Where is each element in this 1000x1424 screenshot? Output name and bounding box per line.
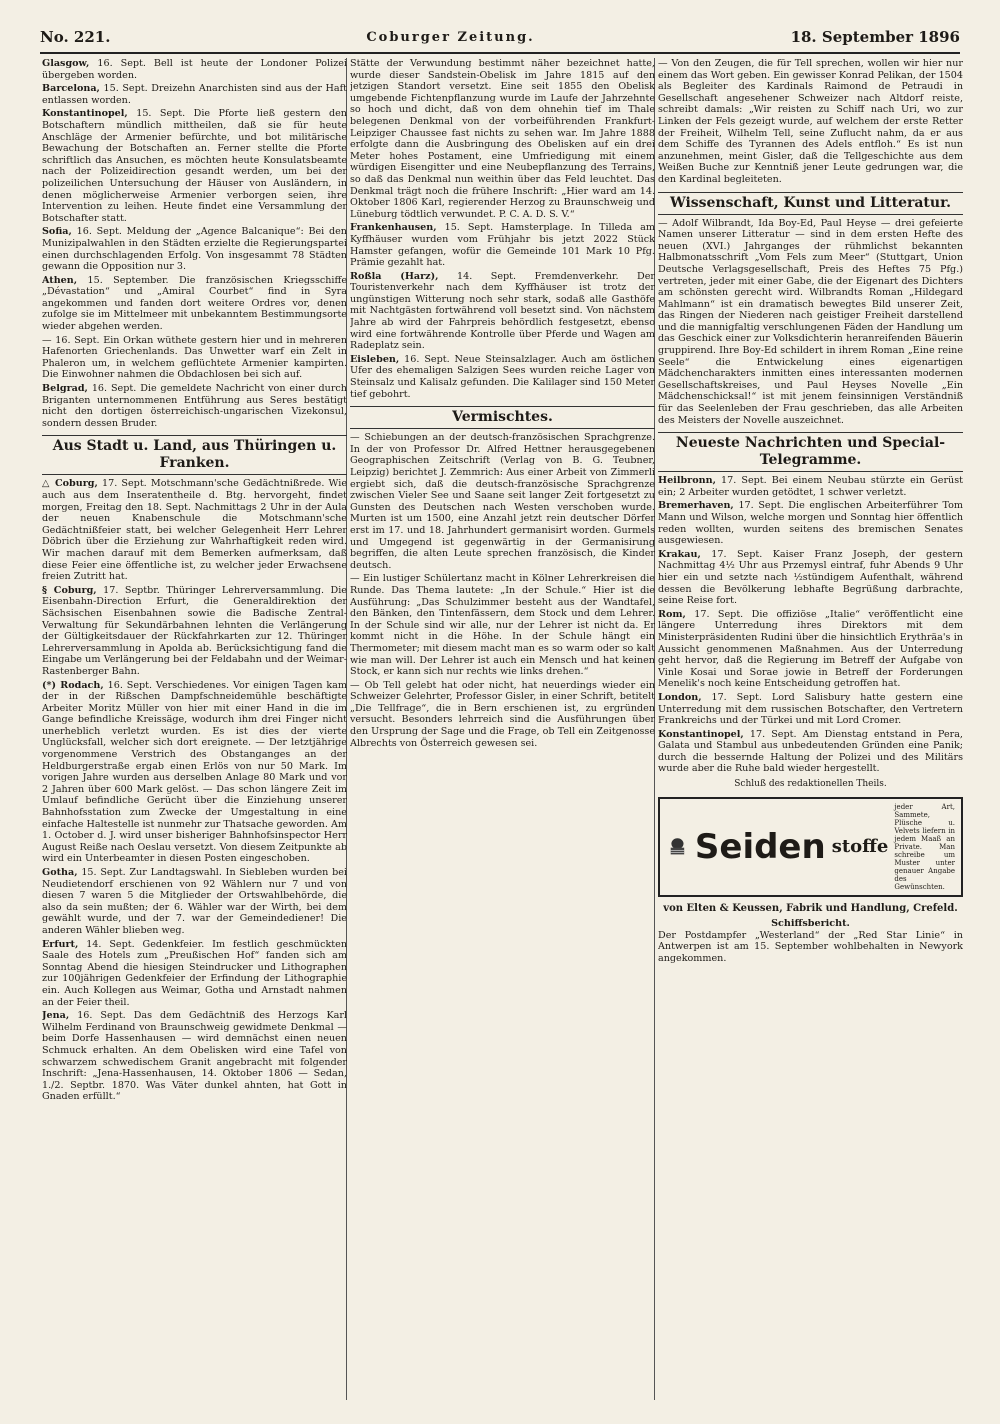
shipping-heading: Schiffsbericht. — [771, 918, 850, 930]
news-item — [658, 475, 963, 498]
news-place: Heilbronn, — [658, 475, 716, 487]
masthead — [40, 26, 960, 48]
section-heading-local: Aus Stadt u. Land, aus Thüringen u. Franken. — [42, 435, 347, 475]
news-place: Gotha, — [42, 867, 78, 878]
news-text: 15. Sept. Dreizehn Anarchisten sind aus der Haft entlassen worden. — [42, 83, 347, 106]
editorial-end-note: Schluß des redaktionellen Theils. — [734, 779, 887, 790]
column-1 — [42, 58, 347, 1400]
news-text: 15. Sept. Hamsterplage. In Tilleda am Kyffhäuser wurden vom Frühjahr bis jetzt 2022 Stück Hamster gefangen, wofür die Gemeinde 101 Mark 10 Pfg. Prämie gezahlt hat. — [350, 222, 655, 269]
news-item — [658, 58, 963, 186]
news-place: Belgrad, — [42, 383, 88, 395]
news-item — [42, 1010, 347, 1103]
news-item — [658, 218, 963, 427]
news-place: Erfurt, — [42, 938, 79, 950]
news-place: London, — [658, 691, 702, 703]
issue-number: No. 221. — [40, 28, 111, 46]
news-text: — Schiebungen an der deutsch-französischen Sprachgrenze. In der von Professor Dr. Alfred Hettner herausgegebenen Geographischen Zeitschrift (Verlag von B. G. Teubner, Leipzig) berichtet J. Zemmrich: Aus einer Arbeit von Zimmerli ergiebt sich, daß die deutsch-französische Sprachgrenze zwischen Vieler See und Saane seit langer Zeit fortgesetzt zu Gunsten des Deutschen nach Westen verschoben wurde. Murten ist um 1500, eine Anzahl jetzt rein deutscher Dörfer erst im 17. und 18. Jahrhundert germanisirt worden. Gurmels und Umgegend ist gegenwärtig in der Germanisirung begriffen, die alten Leute sprechen französisch, die Kinder deutsch. — [350, 432, 655, 571]
masthead-rule — [40, 52, 960, 54]
news-item — [658, 609, 963, 690]
news-place: Glasgow, — [42, 58, 90, 69]
news-place: Barcelona, — [42, 83, 100, 95]
column-2 — [350, 58, 655, 1400]
news-item — [42, 226, 347, 272]
news-place: Krakau, — [658, 548, 701, 560]
ad-small-print: jeder Art, Sammete, Plüsche u. Velvets liefern in jedem Maaß an Private. Man schreibe um Muster unter genauer Angabe des Gewünschten. — [894, 802, 955, 891]
news-place: Konstantinopel, — [658, 728, 744, 740]
newspaper-title: Coburger Zeitung. — [366, 29, 535, 45]
section-heading-telegrams: Neueste Nachrichten und Special-Telegramme. — [658, 432, 963, 472]
news-item — [42, 383, 347, 429]
beehive-icon — [666, 830, 689, 864]
news-text: — Von den Zeugen, die für Tell sprechen, wollen wir hier nur einem das Wort geben. Ein gewisser Konrad Pelikan, der 1504 als Begleiter des Kardinals Raimond de Petraudi in Gesellschaft angesehener Schweizer nach Altdorf reiste, schreibt damals: „Wir reisten zu Schiff nach Uri, wo zur Linken der Fels gezeigt wurde, auf welchem der erste Retter der Freiheit, Wilhelm Tell, seine Zuflucht nahm, da er aus dem Schiffe des Tyrannen des Adels entfloh.“ Es ist nun anzunehmen, meint Gisler, daß die Tellgeschichte aus dem Weißen Buche zur Kenntniß jener Leute gedrungen war, die den Kardinal begleiteten. — [658, 58, 963, 185]
news-list — [350, 432, 655, 749]
news-text: — Ein lustiger Schülertanz macht in Kölner Lehrerkreisen die Runde. Das Thema lautete: „In der Schule.“ Hier ist die Ausführung: „Das Schulzimmer besteht aus der Wandtafel, den Bänken, den Tintenfässern, dem Stock und dem Lehrer. In der Schule sind wir alle, nur der Lehrer ist nicht da. Er kommt nicht in die Höhe. In der Schule hängt ein Thermometer; mit diesem macht man es so warm oder so kalt wie man will. Der Lehrer ist auch ein Mensch und hat keinen Stock, er kann sich nur rechts wie links drehen.“ — [350, 573, 655, 678]
news-item — [658, 500, 963, 546]
news-text: 17. Sept. Bei einem Neubau stürzte ein Gerüst ein; 2 Arbeiter wurden getödtet, 1 schwer verletzt. — [658, 475, 963, 498]
shipping-report: Der Postdampfer „Westerland“ der „Red Star Linie“ in Antwerpen ist am 15. September wohlbehalten in Newyork angekommen. — [658, 929, 963, 965]
news-text: 16. Sept. Verschiedenes. Vor einigen Tagen kam der in der Rißschen Dampfschneidemühle beschäftigte Arbeiter Moritz Müller von hier mit einer Hand in die im Gange befindliche Kreissäge, wodurch ihm drei Finger nicht unerheblich verletzt wurden. Es ist dies der vierte Unglücksfall, welcher sich dort ereignete. — Der letztjährige vorgenommene Verstrich des Obstanganges an der Heldburgerstraße ergab einen Erlös von nur 50 Mark. Im vorigen Jahre wurden aus derselben Anlage 80 Mark und vor 2 Jahren über 600 Mark gelöst. — Das schon längere Zeit im Umlauf befindliche Gerücht über die Einziehung unserer Bahnhofsstation zum Zwecke der Umgestaltung in eine einfache Haltestelle ist nunmehr zur Thatsache geworden. Am 1. October d. J. wird unser bisheriger Bahnhofsinspector Herr August Reiße nach Oeslau versetzt. Von diesem Zeitpunkte ab wird ein Unterbeamter in diesen Posten eingeschoben. — [42, 679, 347, 865]
news-text: 17. Sept. Motschmann'sche Gedächtnißrede. Wie auch aus dem Inseratentheile d. Btg. hervorgeht, findet morgen, Freitag den 18. Sept. Nachmittags 2 Uhr in der Aula der neuen Knabenschule die Motschmann'sche Gedächtnißfeier statt, bei welcher Gelegenheit Herr Lehrer Döbrich über die Erziehung zur Wahrhaftigkeit reden wird. Wir machen darauf mit dem Bemerken aufmerksam, daß diese Feier eine öffentliche ist, zu welcher jeder Erwachsene freien Zutritt hat. — [42, 478, 347, 583]
ad-makers: von Elten & Keussen, Fabrik und Handlung, Crefeld. — [663, 902, 958, 914]
news-item — [42, 867, 347, 937]
news-item — [42, 83, 347, 106]
news-place: Frankenhausen, — [350, 222, 437, 234]
news-item — [350, 58, 655, 220]
news-text: 17. Sept. Lord Salisbury hatte gestern eine Unterredung mit dem russischen Botschafter, den Vertretern Frankreichs und der Türkei und mit Lord Cromer. — [658, 691, 963, 727]
news-place: Roßla (Harz), — [350, 270, 439, 282]
news-item — [42, 335, 347, 381]
news-text: 17. Septbr. Thüringer Lehrerversammlung. Die Eisenbahn-Direction Erfurt, die Generaldirektion der Sächsischen Eisenbahnen sowie die Badische Zentral-Verwaltung für Sekundärbahnen lehnten die Verlängerung der Gültigkeitsdauer der Rückfahrkarten zur 12. Thüringer Lehrerversammlung in Apolda ab. Berücksichtigung fand die Eingabe um Verlängerung bei der Feldabahn und der Weimar-Rastenberger Bahn. — [42, 584, 347, 677]
news-place: Athen, — [42, 274, 78, 286]
news-item — [42, 585, 347, 678]
news-list — [42, 478, 347, 1102]
ad-headline-suffix: stoffe — [831, 835, 889, 857]
news-item — [42, 939, 347, 1009]
news-item — [350, 354, 655, 400]
news-text: — 16. Sept. Ein Orkan wüthete gestern hier und in mehreren Hafenorten Griechenlands. Das Unwetter warf ein Zelt in Phaleron um, in welchem geflüchtete Armenier kampirten. Die Einwohner nahmen die Obdachlosen bei sich auf. — [42, 334, 347, 381]
news-item — [42, 275, 347, 333]
news-list — [658, 475, 963, 775]
news-item — [350, 271, 655, 352]
news-text: 16. Sept. Die gemeldete Nachricht von einer durch Briganten unternommenen Entführung aus Seres bestätigt nicht den dortigen österreichisch-ungarischen Vizekonsul, sondern dessen Bruder. — [42, 383, 347, 429]
news-place: △ Coburg, — [42, 478, 98, 490]
news-text: 16. Sept. Das dem Gedächtniß des Herzogs Karl Wilhelm Ferdinand von Braunschweig gewidmete Denkmal — beim Dorfe Hassenhausen — wird demnächst einen neuen Schmuck erhalten. An dem Obelisken wird eine Tafel von schwarzem schwedischem Granit angebracht mit folgender Inschrift: „Jena-Hassenhausen, 14. Oktober 1806 — Sedan, 1./2. Septbr. 1870. Was Väter dunkel ahnten, hat Gott in Gnaden erfüllt.“ — [42, 1010, 347, 1103]
news-item — [42, 478, 347, 582]
news-place: § Coburg, — [42, 584, 97, 596]
news-text: 14. Sept. Fremdenverkehr. Der Touristenverkehr nach dem Kyffhäuser ist trotz der ungünstigen Witterung noch sehr stark, sodaß alle Gasthöfe mit Nachtgästen fortwährend voll besetzt sind. Von nächstem Jahre ab wird der Fahrpreis behördlich festgesetzt, ebenso wird eine fortwährende Kontrolle über Pferde und Wagen am Radeplatz sein. — [350, 270, 655, 352]
news-place: Jena, — [42, 1010, 70, 1022]
news-text: 16. Sept. Neue Steinsalzlager. Auch am östlichen Ufer des ehemaligen Salzigen Sees wurden reiche Lager von Steinsalz und Kalisalz gefunden. Die Kalilager sind 150 Meter tief gebohrt. — [350, 353, 655, 400]
news-text: 15. September. Die französischen Kriegsschiffe „Dévastation“ und „Amiral Courbet“ find in Syra angekommen und fanden dort weitere Ordres vor, denen zufolge sie im Mittelmeer mit unbekanntem Bestimmungsorte wieder abgehen werden. — [42, 274, 347, 333]
news-item — [42, 108, 347, 224]
column-3 — [658, 58, 963, 1400]
news-item — [658, 729, 963, 775]
news-text: 17. Sept. Kaiser Franz Joseph, der gestern Nachmittag 4½ Uhr aus Przemysl eintraf, fuhr Abends 9 Uhr hier ein und setzte nach ½stündigem Aufenthalt, während dessen die Bevölkerung lebhafte Begrüßung darbrachte, seine Reise fort. — [658, 548, 963, 607]
news-text: 17. Sept. Am Dienstag entstand in Pera, Galata und Stambul aus unbedeutenden Gründen eine Panik; durch die bessernde Haltung der Polizei und des Militärs wurde aber die Ruhe bald wieder hergestellt. — [658, 728, 963, 775]
news-item — [350, 573, 655, 677]
news-text: — Adolf Wilbrandt, Ida Boy-Ed, Paul Heyse — drei gefeierte Namen unserer Litteratur — sind in dem ersten Hefte des neuen (XVI.) Jahrganges der rühmlichst bekannten Halbmonatsschrift „Vom Fels zum Meer“ (Stuttgart, Union Deutsche Verlagsgesellschaft, Preis des Heftes 75 Pfg.) vertreten, jeder mit einer Gabe, die der Eigenart des Dichters am schönsten gerecht wird. Wilbrandts Roman „Hildegard Mahlmann“ ist ein dramatisch bewegtes Bild unserer Zeit, das Ringen der Niederen nach geistiger Freiheit darstellend und die mannigfaltig verschlungenen Fäden der Handlung um das Geschick einer zur Volksdichterin heranreifenden Bäuerin gruppirend. Ihre Boy-Ed schildert in ihrem Roman „Eine reine Seele“ die Entwickelung eines eigenartigen Mädchencharakters inmitten eines interessanten modernen Gesellschaftskreises, und Paul Heyses Novelle „Ein Mädchenschicksal!“ ist mit jenem feinsinnigen Verständniß für das Seelenleben der Frau geschrieben, das alle Arbeiten des Meisters der Novelle auszeichnet. — [658, 217, 963, 426]
news-text: 16. Sept. Meldung der „Agence Balcanique“: Bei den Munizipalwahlen in den Städten erzielte die Regierungspartei einen durchschlagenden Erfolg. Von insgesammt 78 Städten gewann die Opposition nur 3. — [42, 226, 347, 273]
news-text: 16. Sept. Bell ist heute der Londoner Polizei übergeben worden. — [42, 58, 347, 81]
section-heading-misc: Vermischtes. — [350, 406, 655, 429]
issue-date: 18. September 1896 — [790, 28, 960, 46]
news-place: (*) Rodach, — [42, 679, 104, 691]
news-item — [658, 549, 963, 607]
news-text: Stätte der Verwundung bestimmt näher bezeichnet hatte, wurde dieser Sandstein-Obelisk im Jahre 1815 auf den jetzigen Standort versetzt. Eine seit 1855 den Obelisk umgebende Fichtenpflanzung wurde im Laufe der Jahrzehnte so hoch und dicht, daß von dem ohnehin tief im Thale belegenen Denkmal von der vorbeiführenden Frankfurt-Leipziger Chaussee fast nichts zu sehen war. Im Jahre 1888 erfolgte dann die Ausbringung des Obelisken auf ein drei Meter hohes Postament, eine Umfriedigung mit einem würdigen Eisengitter und eine Neubepflanzung des Terrains, so daß das Denkmal nun weithin über das Feld leuchtet. Das Denkmal trägt noch die frühere Inschrift: „Hier ward am 14. Oktober 1806 Karl, regierender Herzog zu Braunschweig und Lüneburg tödtlich verwundet. P. C. A. D. S. V.“ — [350, 58, 655, 220]
ad-headline: Seiden — [694, 826, 826, 867]
news-item — [42, 58, 347, 81]
news-text: 15. Sept. Zur Landtagswahl. In Siebleben wurden bei Neudietendorf erschienen von 92 Wählern nur 7 und von diesen 7 waren 5 die Mitglieder der Ortswahlbehörde, die also da sein mußten; der 6. Wähler war der Wirth, bei dem gewählt wurde, und der 7. war der Gemeindediener! Die anderen Wähler blieben weg. — [42, 867, 347, 936]
news-list — [658, 218, 963, 427]
news-place: Eisleben, — [350, 353, 400, 365]
news-item — [658, 692, 963, 727]
news-item — [350, 680, 655, 750]
news-list — [42, 58, 347, 429]
news-place: Sofia, — [42, 226, 72, 238]
news-item — [350, 432, 655, 571]
section-heading-science: Wissenschaft, Kunst und Litteratur. — [658, 192, 963, 215]
news-text: 14. Sept. Gedenkfeier. Im festlich geschmückten Saale des Hotels zum „Preußischen Hof“ fanden sich am Sonntag Abend die hiesigen Steindrucker und Lithographen zur 100jährigen Gedenkfeier der Erfindung der Lithographie ein. Auch Kollegen aus Weimar, Gotha und Arnstadt nahmen an der Feier theil. — [42, 938, 347, 1008]
news-list — [350, 58, 655, 400]
news-list — [658, 58, 963, 186]
news-text: 17. Sept. Die englischen Arbeiterführer Tom Mann und Wilson, welche morgen und Sonntag hier öffentlich reden wollten, wurden seitens des bremischen Senates ausgewiesen. — [658, 500, 963, 547]
news-item — [350, 222, 655, 268]
advertisement — [658, 797, 963, 897]
news-place: Rom, — [658, 608, 686, 620]
news-text: 15. Sept. Die Pforte ließ gestern den Botschaftern mündlich mittheilen, daß sie für heute Anschläge der Armenier befürchte, und bot militärische Bewachung der Botschaften an. Ferner stellte die Pforte schriftlich das Ansuchen, es möchten heute Konsulatsbeamte nach der Polizeidirection gesandt werden, um bei der polizeilichen Untersuchung der Häuser von Ausländern, in denen möglicherweise Armenier verborgen seien, ihre Intervention zu leihen. Heute findet eine Versammlung der Botschafter statt. — [42, 108, 347, 224]
news-place: Bremerhaven, — [658, 500, 734, 512]
news-text: 17. Sept. Die offiziöse „Italie“ veröffentlicht eine längere Unterredung ihres Direktors mit dem Ministerpräsidenten Rudini über die hinsichtlich Erythräa's in Aussicht genommenen Maßnahmen. Aus der Unterredung geht hervor, daß die Regierung im Betreff der Aufgabe von Vinle Kosai und Sorae jowie in Betreff der Forderungen Menelik's noch keine Entscheidung getroffen hat. — [658, 608, 963, 690]
news-place: Konstantinopel, — [42, 108, 128, 120]
news-item — [42, 680, 347, 866]
news-text: — Ob Tell gelebt hat oder nicht, hat neuerdings wieder ein Schweizer Gelehrter, Professor Gisler, in einer Schrift, betitelt „Die Tellfrage“, die in Bern erschienen ist, zu ergründen versucht. Besonders lehrreich sind die Ausführungen über den Ursprung der Sage und die Frage, ob Tell ein Zeitgenosse Albrechts von Österreich gewesen sei. — [350, 679, 655, 749]
